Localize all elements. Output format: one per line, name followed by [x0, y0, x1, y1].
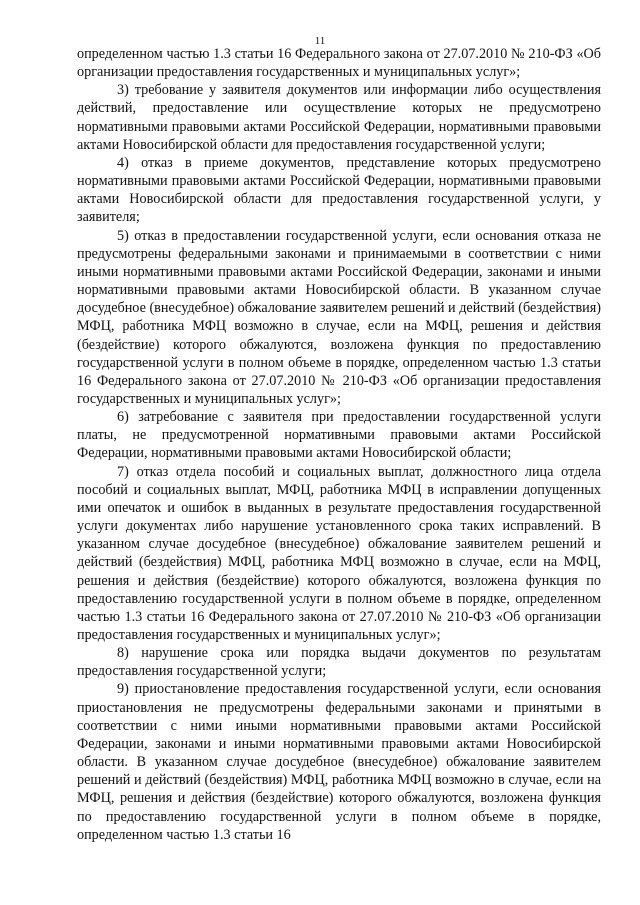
paragraph-item-8: 8) нарушение срока или порядка выдачи документов по результатам предоставления государственной услуги;	[77, 645, 601, 680]
page-number: 11	[314, 35, 326, 47]
paragraph-item-5: 5) отказ в предоставлении государственной услуги, если основания отказа не предусмотрены федеральными законами и принимаемыми в соответствии с ними иными нормативными правовыми актами Российской Федерации, законами и иными нормативными правовыми актами Новосибирской области. В указанном случае досудебное (внесудебное) обжалование заявителем решений и действий (бездействия) МФЦ, работника МФЦ возможно в случае, если на МФЦ, решения и действия (бездействие) которого обжалуются, возложена функция по предоставлению государственной услуги в полном объеме в порядке, определенном частью 1.3 статьи 16 Федерального закона от 27.07.2010 № 210-ФЗ «Об организации предоставления государственных и муниципальных услуг»;	[77, 227, 601, 407]
paragraph-item-6: 6) затребование с заявителя при предоставлении государственной услуги платы, не предусмотренной нормативными правовыми актами Российской Федерации, нормативными правовыми актами Новосибирской области;	[77, 409, 601, 462]
paragraph-item-7: 7) отказ отдела пособий и социальных выплат, должностного лица отдела пособий и социальных выплат, МФЦ, работника МФЦ в исправлении допущенных ими опечаток и ошибок в выданных в результате предоставления государственной услуги документах либо нарушение установленного срока таких исправлений. В указанном случае досудебное (внесудебное) обжалование заявителем решений и действий (бездействия) МФЦ, работника МФЦ возможно в случае, если на МФЦ, решения и действия (бездействие) которого обжалуются, возложена функция по предоставлению государственной услуги в полном объеме в порядке, определенном частью 1.3 статьи 16 Федерального закона от 27.07.2010 № 210-ФЗ «Об организации предоставления государственных и муниципальных услуг»;	[77, 463, 601, 643]
paragraph-item-3: 3) требование у заявителя документов или информации либо осуществления действий, предоставление или осуществление которых не предусмотрено нормативными правовыми актами Российской Федерации, нормативными правовыми актами Новосибирской области для предоставления государственной услуги;	[77, 82, 601, 153]
paragraph-continuation: определенном частью 1.3 статьи 16 Федерального закона от 27.07.2010 № 210-ФЗ «Об организации предоставления государственных и муниципальных услуг»;	[77, 46, 601, 81]
paragraph-item-4: 4) отказ в приеме документов, представление которых предусмотрено нормативными правовыми актами Российской Федерации, нормативными правовыми актами Новосибирской области для предоставления государственной услуги, у заявителя;	[77, 154, 601, 226]
document-body	[77, 45, 601, 844]
paragraph-item-9: 9) приостановление предоставления государственной услуги, если основания приостановления не предусмотрены федеральными законами и принятыми в соответствии с ними иными нормативными правовыми актами Российской Федерации, законами и иными нормативными правовыми актами Новосибирской области. В указанном случае досудебное (внесудебное) обжалование заявителем решений и действий (бездействия) МФЦ, работника МФЦ возможно в случае, если на МФЦ, решения и действия (бездействие) которого обжалуются, возложена функция по предоставлению государственной услуги в полном объеме в порядке, определенном частью 1.3 статьи 16	[77, 681, 601, 843]
